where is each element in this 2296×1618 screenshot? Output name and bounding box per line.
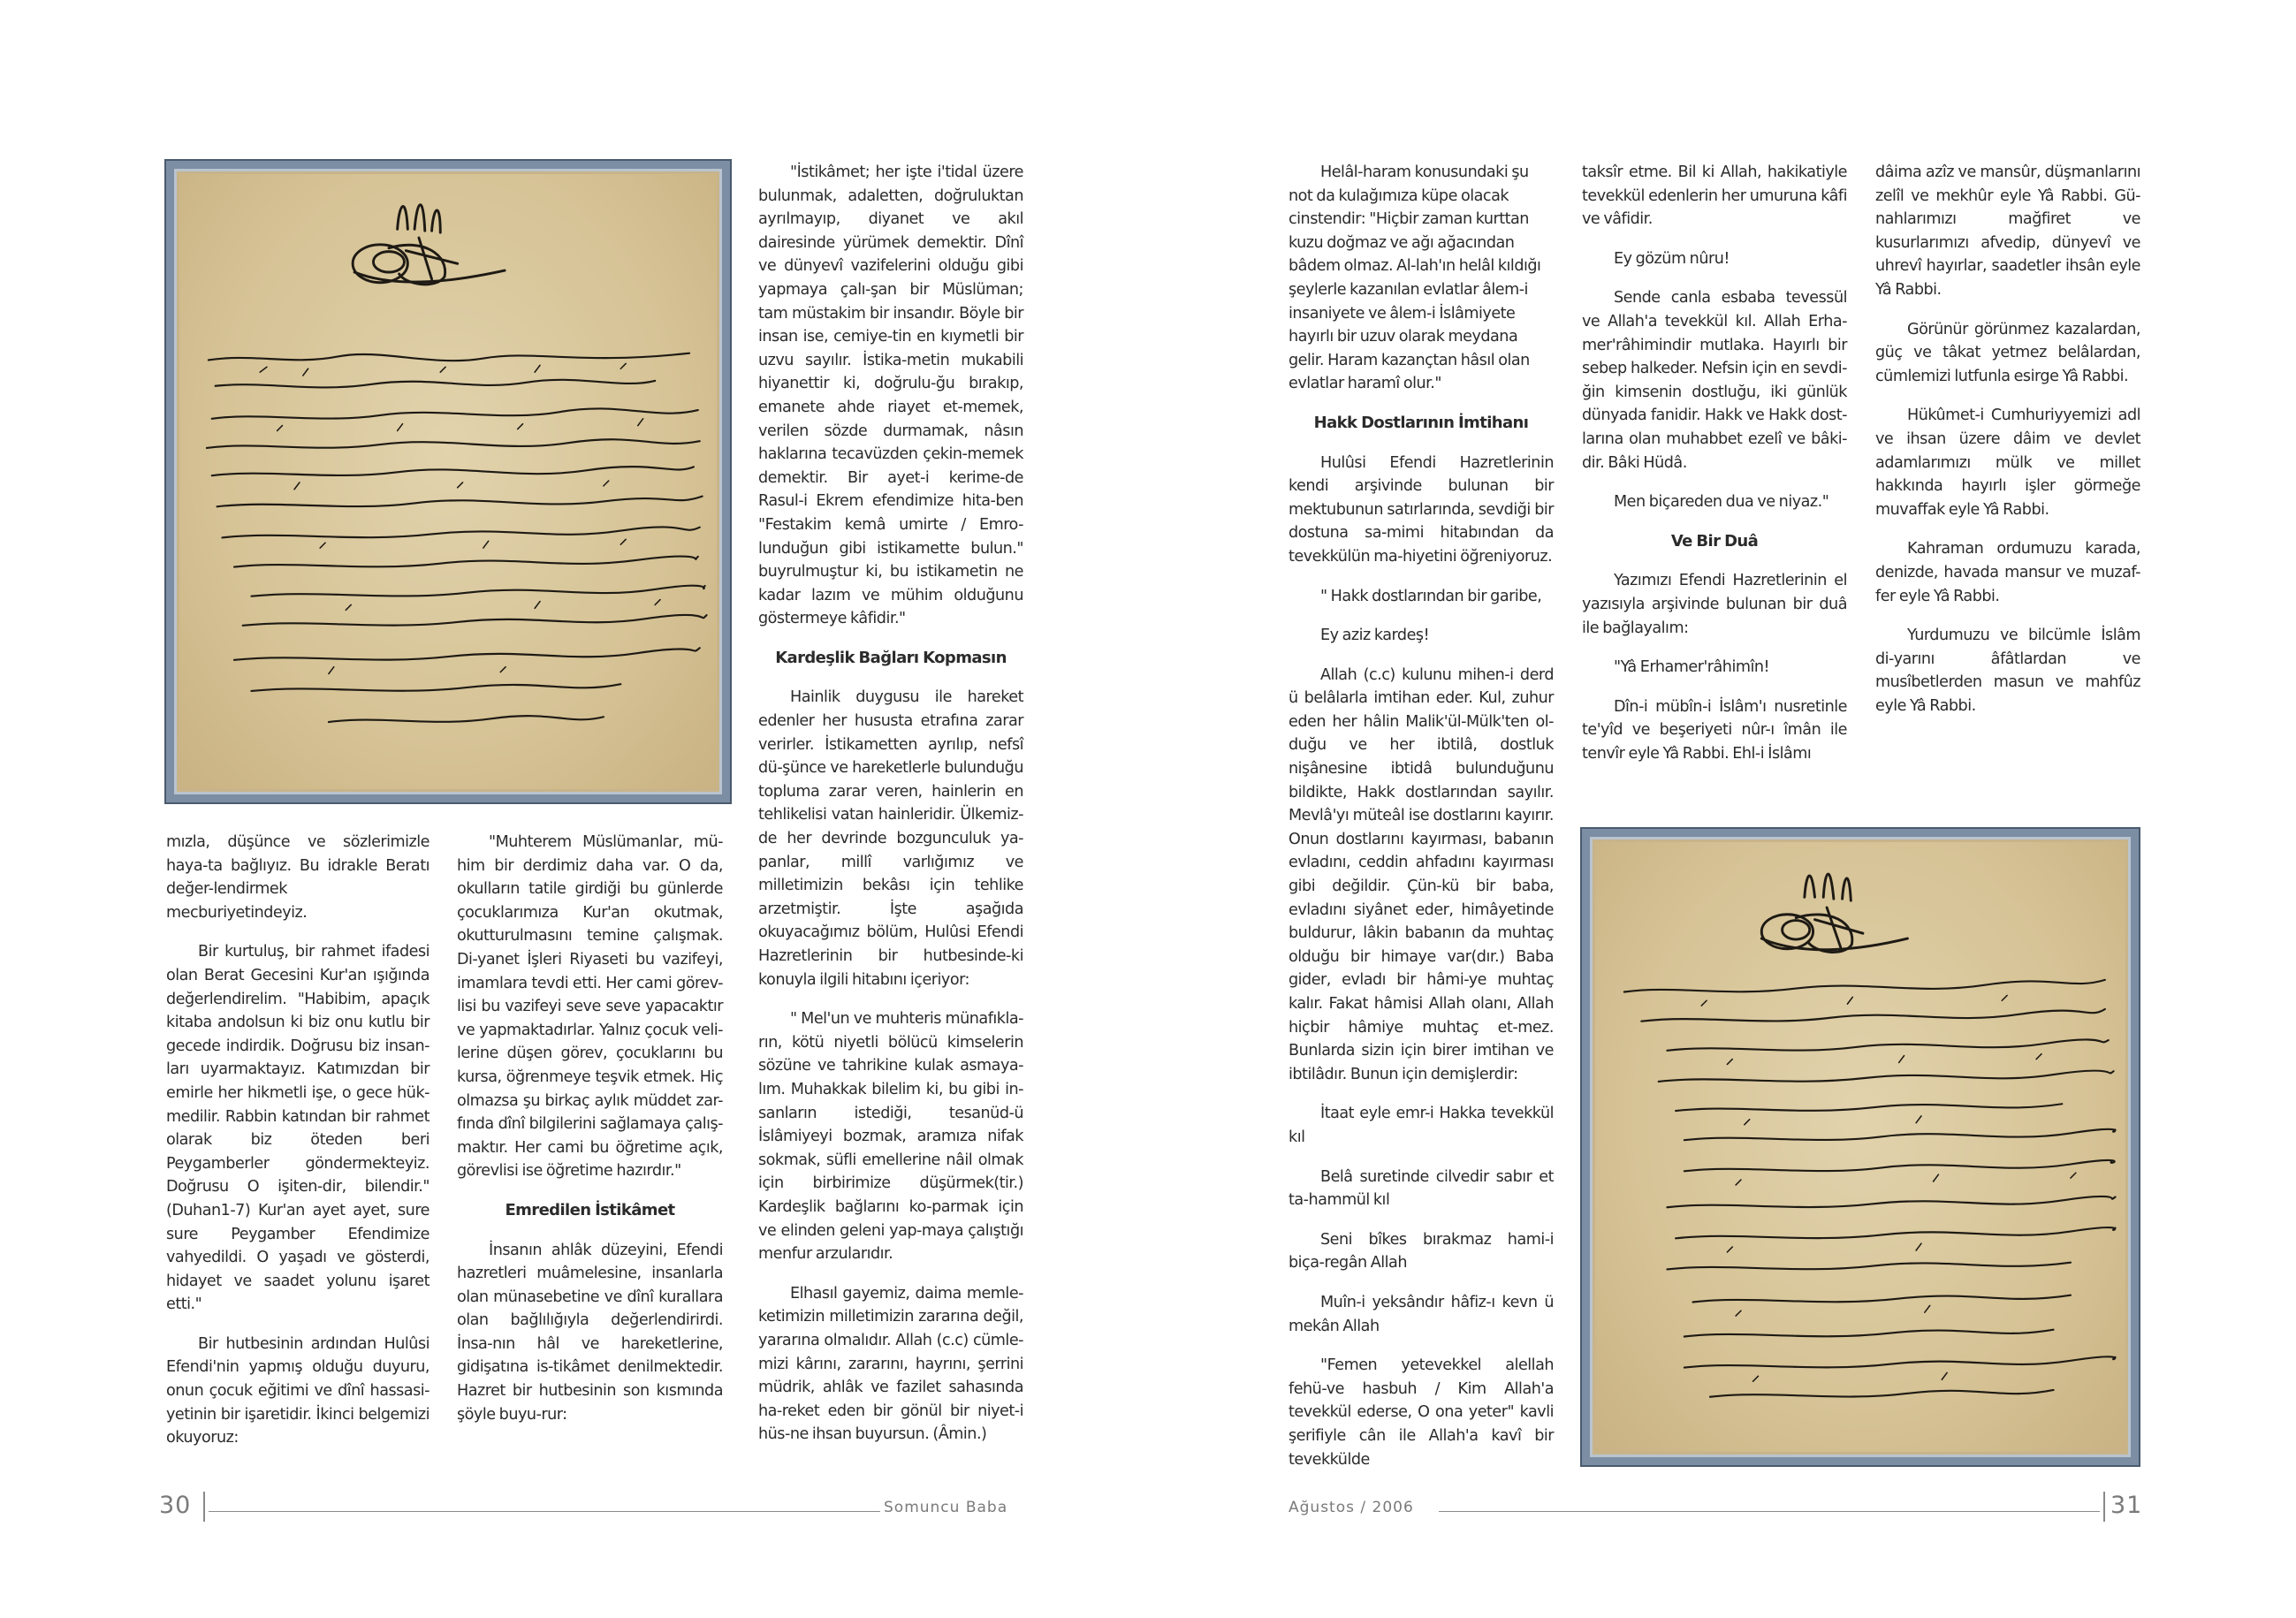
paragraph: Helâl-haram konusundaki şu not da kulağımıza küpe olacak cinstendir: "Hiçbir zaman kurttan kuzu doğmaz ve ağı ağacından bâdem olmaz. Al-lah'ın helâl kıldığı şeylerle kazanılan evlatlar âlem-i insaniyete ve âlem-i İslâmiyete hayırlı bir uzuv olarak meydana gelir. Haram kazançtan hâsıl olan evlatlar haramî olur.": [1289, 163, 1541, 393]
paragraph: Görünür görünmez kazalardan, güç ve tâkat yetmez belâlardan, cümlemizi lutfunla esirge Yâ Rabbi.: [1875, 320, 2140, 385]
page-number-left: 30: [159, 1492, 192, 1519]
manuscript-handwriting: [1590, 837, 2131, 1457]
paragraph: "Femen yetevekkel alellah fehü-ve hasbuh / Kim Allah'a tevekkül ederse, O ona yeter" kavli şerifiyle cân ile Allah'a kavî bir tevekkülde: [1289, 1356, 1554, 1469]
ottoman-manuscript-image-2: [1582, 829, 2139, 1465]
paragraph: Men biçareden dua ve niyaz.": [1614, 493, 1829, 512]
footer-rule: [209, 1511, 880, 1512]
left-page-column-2: [457, 831, 723, 1442]
footer-date: Ağustos / 2006: [1289, 1499, 1414, 1516]
right-page-column-3: [1875, 161, 2140, 733]
paragraph: mızla, düşünce ve sözlerimizle haya-ta bağlıyız. Bu idrakle Beratı değer-lendirmek mecburiyetindeyiz.: [166, 833, 430, 922]
paragraph: Dîn-i mübîn-i İslâm'ı nusretinle te'yîd ve beşeriyeti nûr-ı îmân ile tenvîr eyle Yâ Rabbi. Ehl-i İslâmı: [1582, 697, 1847, 763]
paragraph: " Hakk dostlarından bir garibe,: [1320, 587, 1542, 605]
paragraph: Ey gözüm nûru!: [1614, 249, 1730, 268]
paragraph: Elhasıl gayemiz, daima memle-ketimizin milletimizin zararına değil, yararına olmalıdır. Allah (c.c) cümle-mizi kârını, zararını, hayrını, şerrini müdrik, ahlâk ve fazilet sahasında ha-reket eden bir gönül bir niyet-i hüs-ne ihsan buyursun. (Âmin.): [758, 1284, 1023, 1444]
paragraph: "İstikâmet; her işte i'tidal üzere bulunmak, adaletten, doğruluktan ayrılmayıp, diyanet ve akıl dairesinde yürümek demektir. Dînî ve dünyevî vazifelerini olduğu gibi yapmaya çalı-şan bir Müslüman; tam müstakim bir insandır. Böyle bir insan ise, cemiye-tin en kıymetli bir uzvu sayılır. İstika-metin mukabili hiyanettir ki, doğrulu-ğu bırakıp, emanete ahde riayet et-memek, verilen sözde durmamak, nâsın haklarına tecavüzden çekin-memek demektir. Bir ayet-i kerime-de Rasul-i Ekrem efendimize hita-ben "Festakim kemâ umirte / Emro-lunduğun gibi istikamette bulun." buyrulmuştur ki, bu istikametin ne kadar lazım ve mühim olduğunu göstermeye kâfidir.": [758, 163, 1023, 628]
tughra-seal: [1761, 874, 1907, 952]
paragraph: Bir hutbesinin ardından Hulûsi Efendi'nin yapmış olduğu duyuru, onun çocuk eğitimi ve dînî hassasi-yetinin bir işaretidir. İkinci belgemizi okuyoruz:: [166, 1334, 430, 1447]
paragraph: Hulûsi Efendi Hazretlerinin kendi arşivinde bulunan bir mektubunun satırlarında, sevdiği bir dostuna sa-mimi hitabından da tevekkülün ma-hiyetini öğreniyoruz.: [1289, 453, 1554, 566]
page-number-right: 31: [2110, 1492, 2143, 1519]
footer-magazine-title: Somuncu Baba: [884, 1499, 1008, 1516]
right-page-column-2: [1582, 161, 1847, 781]
paragraph: Seni bîkes bırakmaz hami-i biça-regân Allah: [1289, 1230, 1554, 1272]
section-heading: Emredilen İstikâmet: [505, 1200, 675, 1219]
paragraph: Hükûmet-i Cumhuriyyemizi adl ve ihsan üzere dâim ve devlet adamlarımızı mülk ve millet hakkında hayırlı işler görmeğe muvaffak eyle Yâ Rabbi.: [1875, 406, 2140, 519]
section-heading: Kardeşlik Bağları Kopmasın: [775, 648, 1007, 667]
footer-divider: [2103, 1492, 2105, 1522]
paragraph: Ey aziz kardeş!: [1320, 627, 1430, 645]
paragraph: "Yâ Erhamer'râhimîn!: [1614, 658, 1770, 677]
paragraph: " Mel'un ve muhteris münafıkla-rın, kötü niyetli bölücü kimselerin sözüne ve tahrikine kulak asmaya-lım. Muhakkak bilelim ki, bu gibi in-sanların istediği, tesanüd-ü İslâmiyeyi bozmak, aramıza nifak sokmak, süfli emellerine nâil olmak için birbirimize düşürmek(tir.) Kardeşlik bağlarını ko-parmak için ve elinden geleni yap-maya çalıştığı menfur arzularıdır.: [758, 1010, 1023, 1264]
paragraph: Allah (c.c) kulunu mihen-i derd ü belâlarla imtihan eder. Kul, zuhur eden her hâlin Malik'ül-Mülk'ten ol-duğu ve her ibtilâ, dostluk nişânesine ibtidâ bulunduğunu bildikte, Hakk dostlarından sayılır. Mevlâ'yı müteâl ise dostlarını kayırır. Onun dostlarını kayırması, babanın evladını, ceddin ahfadını kayırması gibi değildir. Çün-kü bir baba, evladını siyânet eder, himâyetinde buldurur, lâkin babanın da muhtaç olduğu bir himaye var(dır.) Baba gider, evladı bir hâmi-ye muhtaç kalır. Fakat hâmisi Allah olanı, Allah hiçbir hâmiye muhtaç et-mez. Bunlarda sizin için birer imtihan ve ibtilâdır. Bunun için demişlerdir:: [1289, 665, 1554, 1083]
left-page-column-3: [758, 161, 1023, 1462]
footer-rule: [1439, 1511, 2100, 1512]
right-page-column-1: [1289, 161, 1554, 1487]
manuscript-handwriting: [174, 169, 722, 794]
paragraph: Belâ suretinde cilvedir sabır et ta-hammül kıl: [1289, 1167, 1554, 1210]
paragraph: Bir kurtuluş, bir rahmet ifadesi olan Berat Gecesini Kur'an ışığında değerlendirelim. "Habibim, apaçık kitaba andolsun ki biz onu kutlu bir gecede indirdik. Doğrusu biz insan-ları uyarmaktayız. Katımızdan bir emirle her hikmetli işe, o gece hük-medilir. Rabbin katından bir rahmet olarak biz öteden beri Peygamberler göndermekteyiz. Doğrusu O işiten-dir, bilendir." (Duhan1-7) Kur'an ayet ayet, sure sure Peygamber Efendimize vahyedildi. O yaşadı ve gösterdi, hidayet ve saadet yolunu işaret etti.": [166, 943, 430, 1314]
section-heading: Hakk Dostlarının İmtihanı: [1313, 413, 1529, 432]
paragraph: Yazımızı Efendi Hazretlerinin el yazısıyla arşivinde bulunan bir duâ ile bağlayalım:: [1582, 572, 1847, 637]
paragraph: Kahraman ordumuzu karada, denizde, havada mansur ve muzaf-fer eyle Yâ Rabbi.: [1875, 540, 2140, 605]
paragraph: Hainlik duygusu ile hareket edenler her hususta etrafına zarar verirler. İstikametten ayrılıp, nefsî dü-şünce ve hareketlerle bulunduğu topluma zarar veren, hainlerin en tehlikelisi vatan hainleridir. Ülkemiz-de her devrinde bozgunculuk ya-panlar, millî varlığımız ve milletimizin bekâsı için tehlike arzetmiştir. İşte aşağıda okuyacağımız bölüm, Hulûsi Efendi Hazretlerinin bir hutbesinde-ki konuyla ilgili hitabını içeriyor:: [758, 688, 1023, 989]
tughra-seal: [353, 205, 505, 285]
paragraph: taksîr etme. Bil ki Allah, hakikatiyle tevekkül edenlerin her umuruna kâfi ve vâfidir.: [1582, 163, 1847, 229]
ottoman-manuscript-image-1: [166, 161, 730, 802]
paragraph: dâima azîz ve mansûr, düşmanlarını zelîl ve mekhûr eyle Yâ Rabbi. Gü-nahlarımızı mağfiret ve kusurlarımızı afvedip, dünyevî ve uhrevî hayırlar, saadetler ihsân eyle Yâ Rabbi.: [1875, 163, 2140, 299]
section-heading: Ve Bir Duâ: [1670, 531, 1759, 551]
paragraph: Yurdumuzu ve bilcümle İslâm di-yarını âfâtlardan ve musîbetlerden masun ve mahfûz eyle Yâ Rabbi.: [1875, 627, 2140, 715]
paragraph: Muîn-i yeksândır hâfiz-ı kevn ü mekân Allah: [1289, 1293, 1554, 1335]
footer-divider: [203, 1492, 205, 1522]
paragraph: "Muhterem Müslümanlar, mü-him bir derdimiz daha var. O da, okulların tatile girdiği bu günlerde çocuklarımıza Kur'an okutmak, okutturulmasını temine çalışmak. Di-yanet İşleri Riyaseti bu vazifeyi, imamlara tevdi etti. Her cami görev-lisi bu vazifeyi seve seve yapacaktır ve yapmaktadırlar. Yalnız çocuk veli-lerine düşen görev, çocuklarını bu kursa, öğrenmeye teşvik etmek. Hiç olmazsa şu birkaç aylık müddet zar-fında dînî bilgilerini sağlamaya çalış-maktır. Her cami bu öğretime açık, görevlisi ise öğretime hazırdır.": [457, 833, 723, 1181]
paragraph: İtaat eyle emr-i Hakka tevekkül kıl: [1289, 1105, 1554, 1146]
paragraph: İnsanın ahlâk düzeyini, Efendi hazretleri muâmelesine, insanlarla olan münasebetine ve dînî kurallara olan bağlılığıyla değerlendirirdi. İnsa-nın hâl ve hareketlerine, gidişatına is-tikâmet denilmektedir. Hazret bir hutbesinin son kısmında şöyle buyu-rur:: [457, 1241, 723, 1424]
paragraph: Sende canla esbaba tevessül ve Allah'a tevekkül kıl. Allah Erha-mer'râhimindir mutlaka. Hayırlı bir sebep halkeder. Nefsin için en sevdi-ğin kimsenin dostluğu, iki günlük dünyada fanidir. Hakk ve Hakk dost-larına olan muhabbet ezelî ve bâki-dir. Bâki Hüdâ.: [1582, 289, 1847, 472]
left-page-column-1: [166, 831, 430, 1466]
